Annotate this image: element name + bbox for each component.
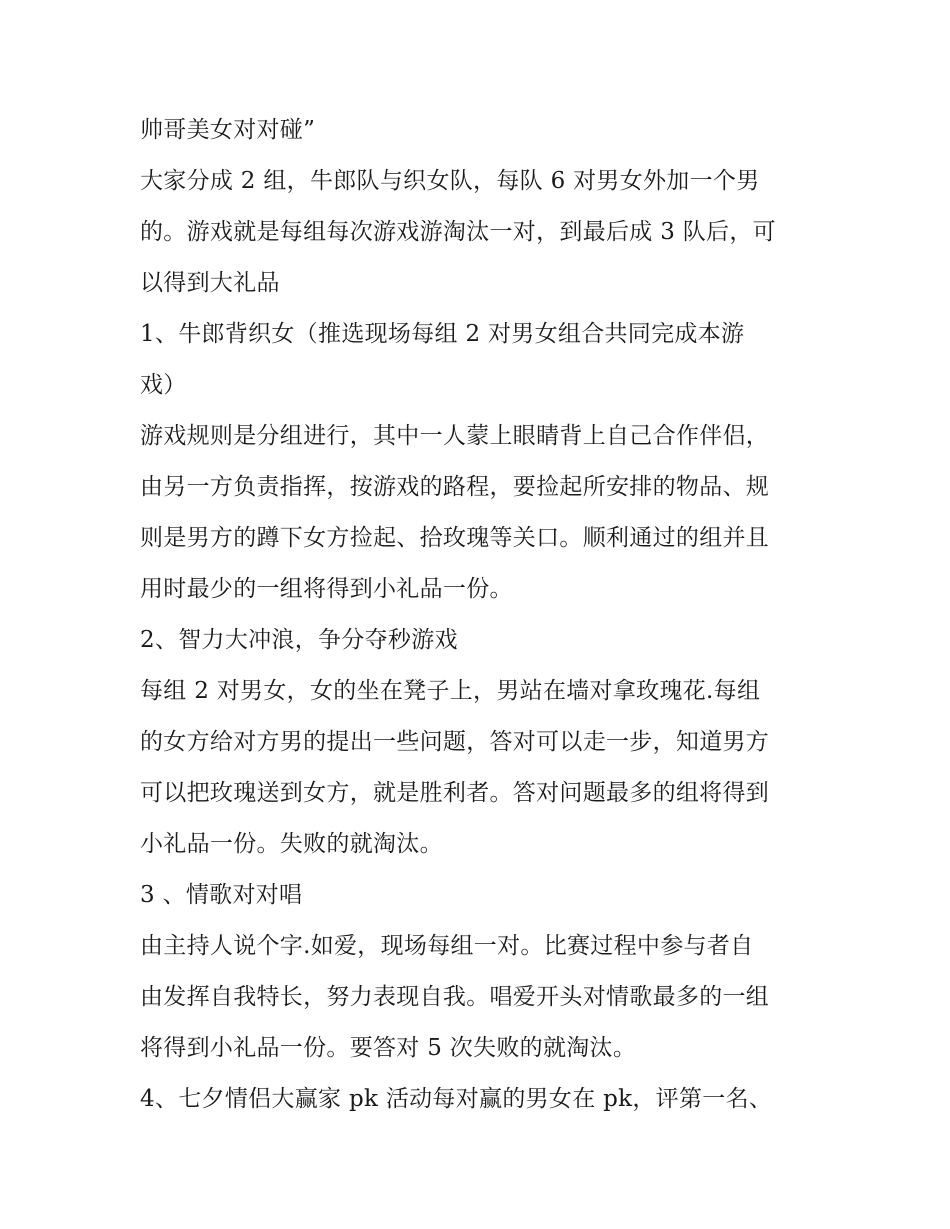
text-line: 大家分成 2 组，牛郎队与织女队，每队 6 对男女外加一个男 bbox=[140, 168, 760, 194]
section-heading-3: 3 、情歌对对唱 bbox=[140, 882, 303, 908]
section-heading-2: 2、智力大冲浪，争分夺秒游戏 bbox=[140, 627, 458, 653]
document-body bbox=[140, 105, 820, 1125]
text-line: 将得到小礼品一份。要答对 5 次失败的就淘汰。 bbox=[140, 1035, 637, 1061]
text-line: 由另一方负责指挥，按游戏的路程，要捡起所安排的物品、规 bbox=[140, 474, 770, 500]
text-line: 游戏规则是分组进行，其中一人蒙上眼睛背上自己合作伴侣， bbox=[140, 423, 770, 449]
text-line: 由发挥自我特长，努力表现自我。唱爱开头对情歌最多的一组 bbox=[140, 984, 770, 1010]
section-heading-1-cont: 戏） bbox=[140, 372, 187, 398]
text-line: 用时最少的一组将得到小礼品一份。 bbox=[140, 576, 513, 602]
text-line: 以得到大礼品 bbox=[140, 270, 280, 296]
text-line: 每组 2 对男女，女的坐在凳子上，男站在墙对拿玫瑰花.每组 bbox=[140, 678, 761, 704]
text-line: 由主持人说个字.如爱，现场每组一对。比赛过程中参与者自 bbox=[140, 933, 754, 959]
text-line: 则是男方的蹲下女方捡起、拾玫瑰等关口。顺利通过的组并且 bbox=[140, 525, 770, 551]
text-line: 的。游戏就是每组每次游戏游淘汰一对，到最后成 3 队后，可 bbox=[140, 219, 776, 245]
section-heading-1: 1、牛郎背织女（推选现场每组 2 对男女组合共同完成本游 bbox=[140, 321, 745, 347]
text-line: 的女方给对方男的提出一些问题，答对可以走一步，知道男方 bbox=[140, 729, 770, 755]
section-heading-4: 4、七夕情侣大赢家 pk 活动每对赢的男女在 pk，评第一名、 bbox=[140, 1086, 773, 1112]
text-line: 帅哥美女对对碰” bbox=[140, 117, 316, 143]
text-line: 小礼品一份。失败的就淘汰。 bbox=[140, 831, 443, 857]
text-line: 可以把玫瑰送到女方，就是胜利者。答对问题最多的组将得到 bbox=[140, 780, 770, 806]
